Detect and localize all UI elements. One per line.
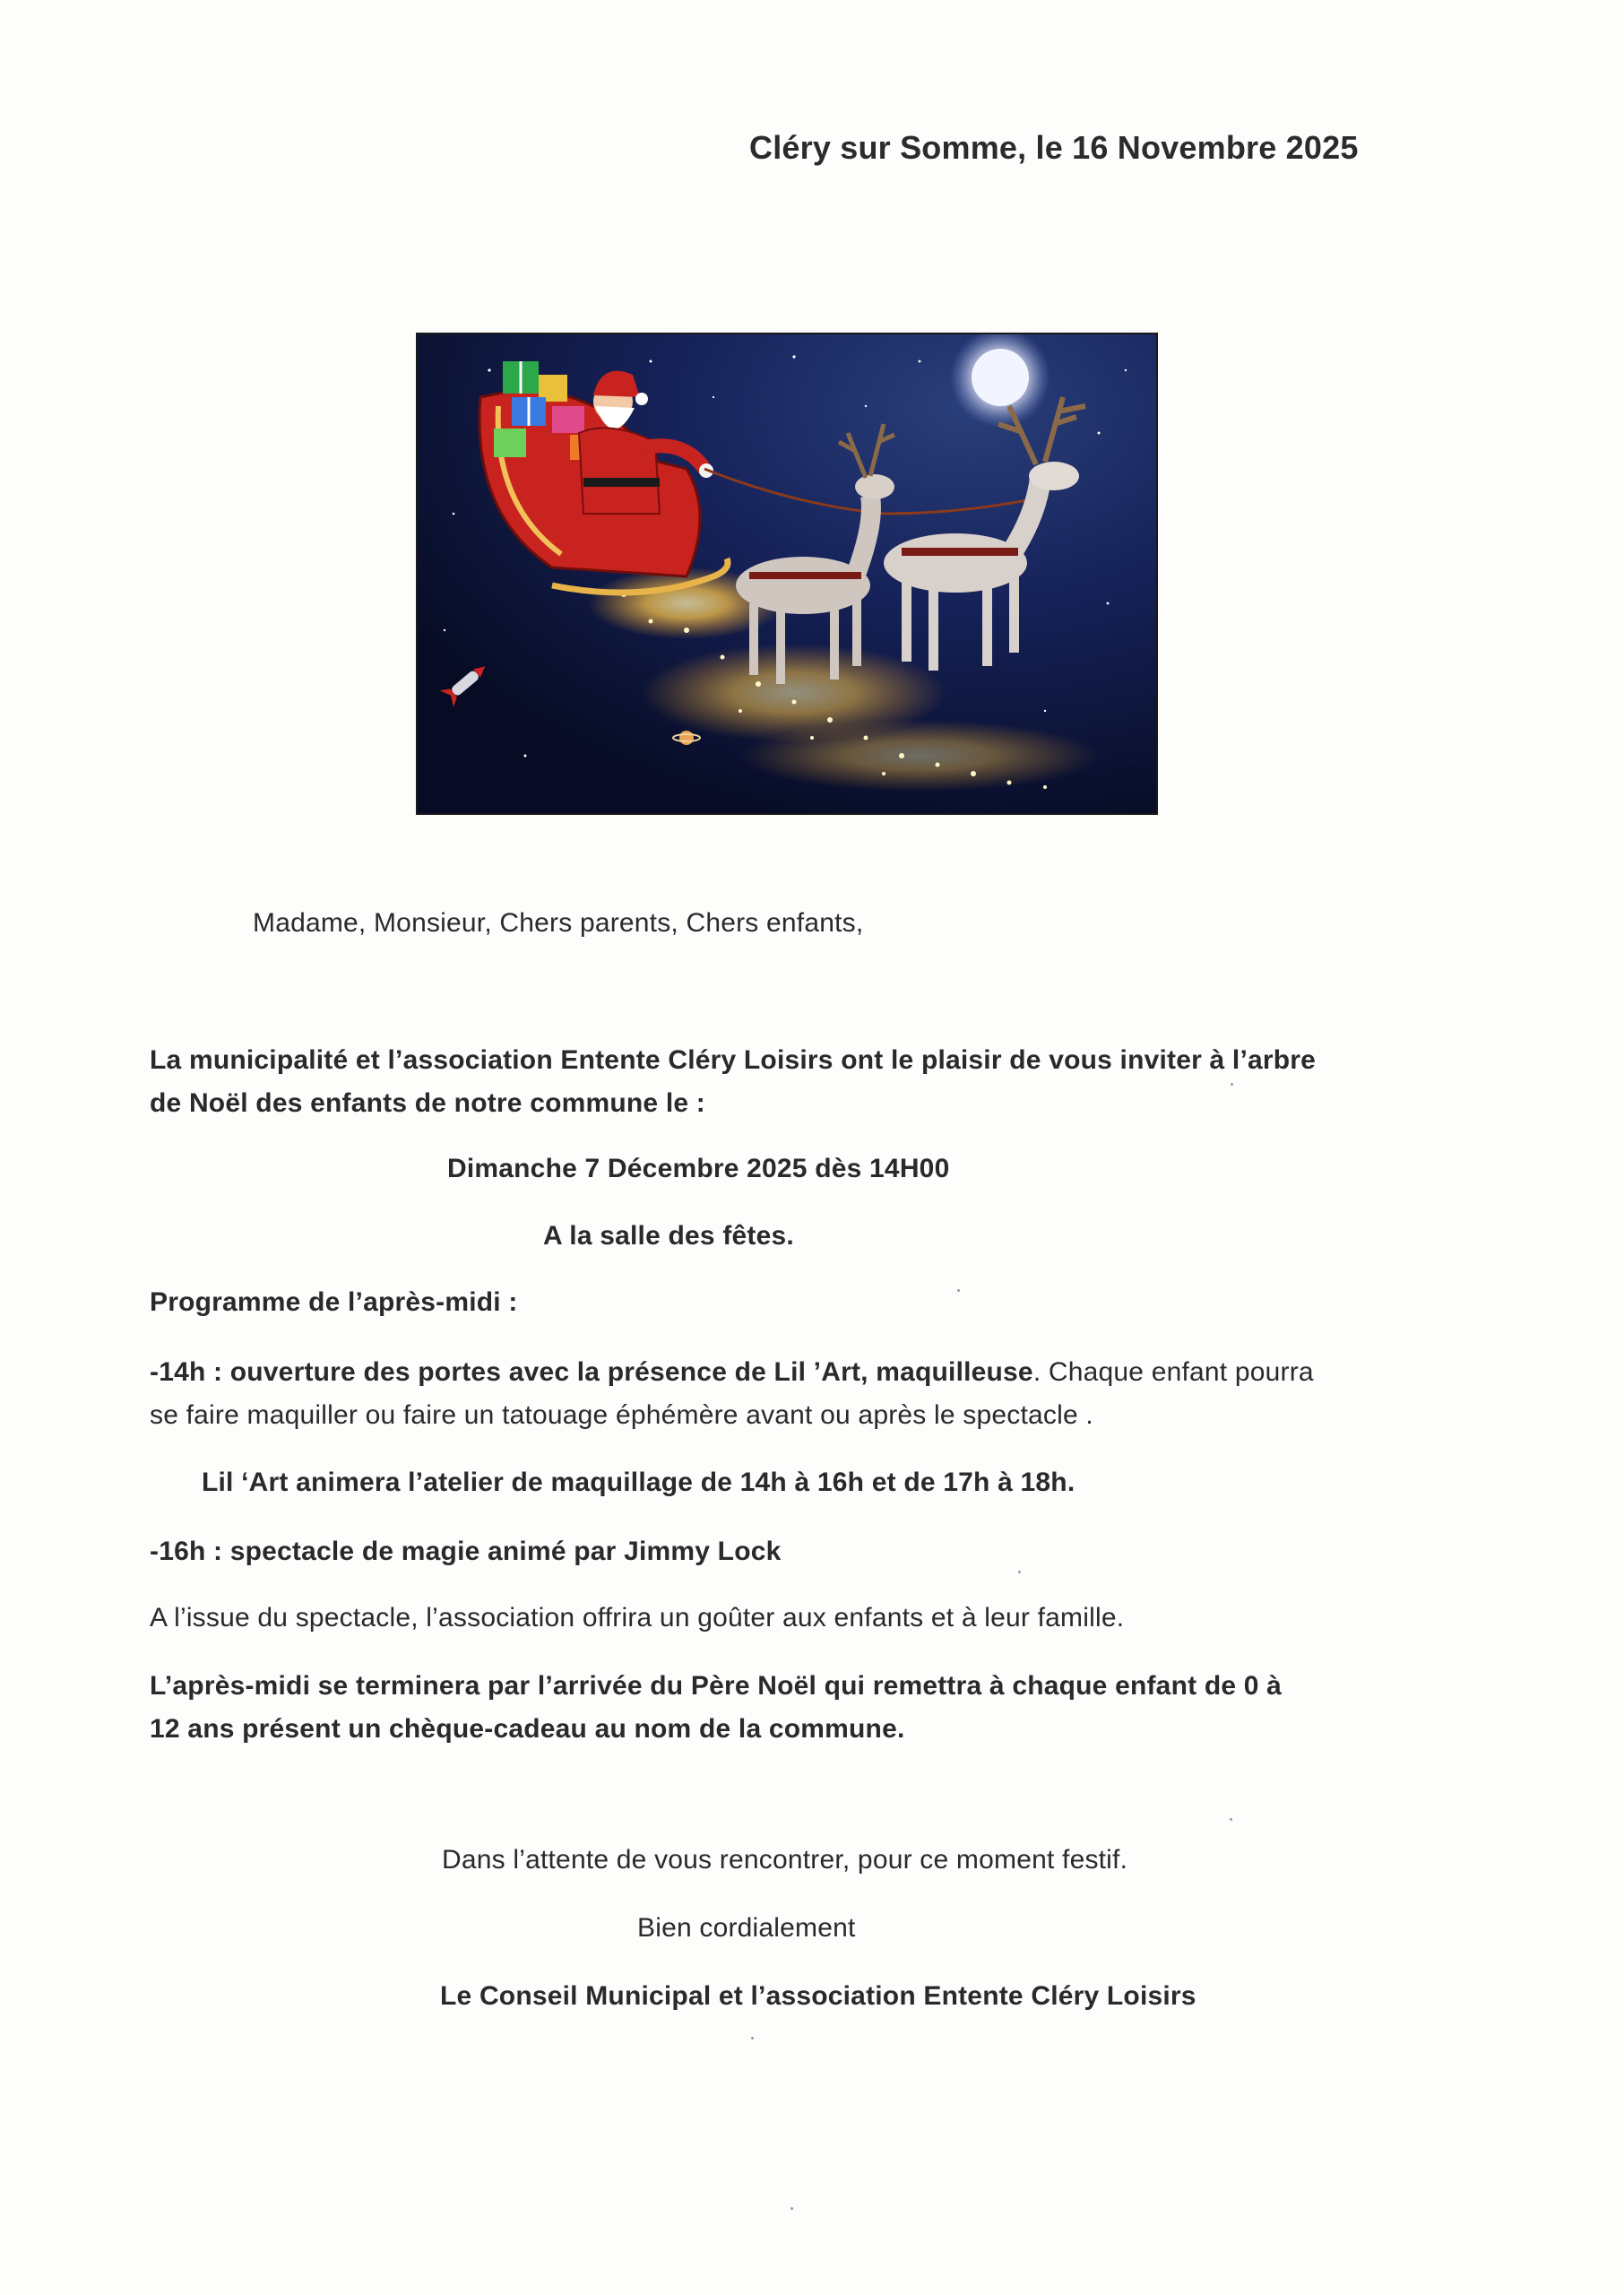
closing-line-2: 12 ans présent un chèque-cadeau au nom de la commune. xyxy=(150,1714,905,1744)
programme-item-1-rest: . Chaque enfant pourra xyxy=(1032,1357,1314,1387)
programme-item-1 xyxy=(150,1355,1314,1390)
scan-speck xyxy=(790,2207,793,2210)
intro-line-1: La municipalité et l’association Entente Cléry Loisirs ont le plaisir de vous inviter à l’arbre xyxy=(150,1045,1317,1075)
closing-line-1: L’après-midi se terminera par l’arrivée du Père Noël qui remettra à chaque enfant de 0 à xyxy=(150,1671,1283,1701)
date-line: Cléry sur Somme, le 16 Novembre 2025 xyxy=(749,129,1359,166)
event-date: Dimanche 7 Décembre 2025 dès 14H00 xyxy=(447,1154,950,1183)
intro-line-2: de Noël des enfants de notre commune le : xyxy=(150,1088,705,1118)
scan-speck xyxy=(957,1289,960,1292)
programme-item-3: A l’issue du spectacle, l’association offrira un goûter aux enfants et à leur famille. xyxy=(150,1603,1125,1632)
scan-speck xyxy=(1230,1818,1232,1821)
scan-speck xyxy=(751,2037,754,2040)
programme-title: Programme de l’après-midi : xyxy=(150,1287,518,1317)
signoff-line-2: Bien cordialement xyxy=(637,1913,856,1943)
event-place: A la salle des fêtes. xyxy=(543,1221,794,1251)
signature: Le Conseil Municipal et l’association Entente Cléry Loisirs xyxy=(440,1981,1196,2011)
santa-sleigh-illustration xyxy=(418,334,1156,813)
programme-item-1-line-2: se faire maquiller ou faire un tatouage éphémère avant ou après le spectacle . xyxy=(150,1400,1093,1430)
scan-speck xyxy=(1231,1083,1233,1086)
greeting: Madame, Monsieur, Chers parents, Chers enfants, xyxy=(253,908,864,938)
programme-item-1-bold: -14h : ouverture des portes avec la présence de Lil ’Art, maquilleuse xyxy=(150,1357,1033,1387)
signoff-line-1: Dans l’attente de vous rencontrer, pour ce moment festif. xyxy=(442,1845,1128,1875)
scan-speck xyxy=(1018,1571,1021,1573)
programme-item-2: -16h : spectacle de magie animé par Jimmy Lock xyxy=(150,1537,782,1566)
makeup-workshop-note: Lil ‘Art animera l’atelier de maquillage de 14h à 16h et de 17h à 18h. xyxy=(202,1468,1075,1497)
